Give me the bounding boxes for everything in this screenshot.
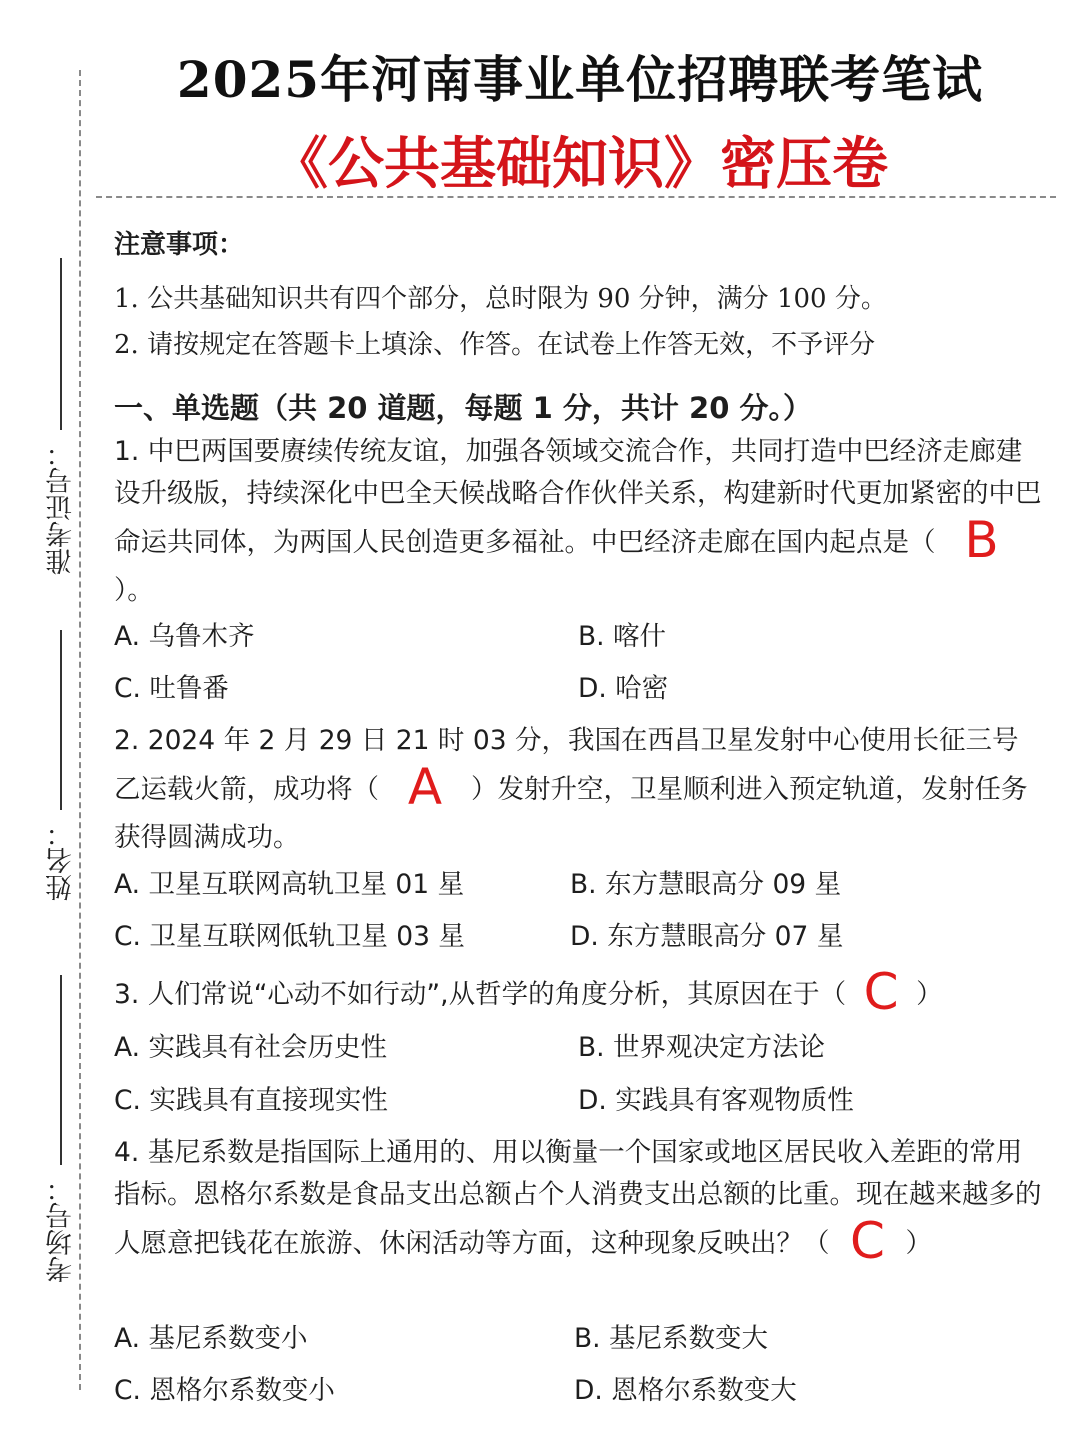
note-item-1: 1. 公共基础知识共有四个部分，总时限为 90 分钟，满分 100 分。 (114, 284, 887, 314)
handwritten-answer: C (850, 1212, 885, 1270)
question-stem: 2. 2024 年 2 月 29 日 21 时 03 分，我国在西昌卫星发射中心使用长征三号乙运载火箭，成功将（ (114, 725, 1019, 805)
question-stem: 4. 基尼系数是指国际上通用的、用以衡量一个国家或地区居民收入差距的常用指标。恩格尔系数是食品支出总额占个人消费支出总额的比重。现在越来越多的人愿意把钱花在旅游、休闲活动等方面，这种现象反映出？（ (114, 1137, 1042, 1259)
name-label: 姓名： (46, 820, 77, 901)
name-write-line (60, 630, 62, 810)
handwritten-answer: C (863, 963, 899, 1021)
option-a: A. 实践具有社会历史性 (114, 1032, 388, 1063)
notes-heading: 注意事项： (114, 230, 245, 260)
exam-id-label: 准考证号： (46, 440, 77, 575)
note-item-2: 2. 请按规定在答题卡上填涂、作答。在试卷上作答无效，不予评分 (114, 330, 876, 360)
option-a: A. 乌鲁木齐 (114, 621, 255, 652)
option-c: C. 恩格尔系数变小 (114, 1375, 335, 1406)
question-2 (114, 720, 1044, 859)
question-3 (114, 963, 1064, 1022)
header-divider (96, 196, 1056, 198)
page-title: 2025年河南事业单位招聘联考笔试 (176, 50, 984, 109)
question-stem: 3. 人们常说“心动不如行动”,从哲学的角度分析，其原因在于（ (114, 979, 847, 1010)
option-d: D. 实践具有客观物质性 (578, 1085, 854, 1116)
handwritten-answer: A (407, 758, 443, 816)
question-stem-end: ）。 (114, 575, 154, 606)
option-d: D. 恩格尔系数变大 (574, 1375, 797, 1406)
option-b: B. 东方慧眼高分 09 星 (570, 869, 842, 900)
section-title: 一、单选题（共 20 道题，每题 1 分，共计 20 分。） (114, 391, 812, 425)
handwritten-answer: B (964, 511, 999, 569)
option-b: B. 基尼系数变大 (574, 1323, 769, 1354)
room-write-line (60, 975, 62, 1165)
option-c: C. 实践具有直接现实性 (114, 1085, 388, 1116)
option-a: A. 基尼系数变小 (114, 1323, 308, 1354)
question-4 (114, 1132, 1044, 1271)
option-c: C. 吐鲁番 (114, 673, 229, 704)
option-b: B. 世界观决定方法论 (578, 1032, 826, 1063)
question-stem-end: ） (916, 979, 943, 1010)
option-d: D. 东方慧眼高分 07 星 (570, 921, 844, 952)
exam-id-write-line (60, 258, 62, 430)
option-a: A. 卫星互联网高轨卫星 01 星 (114, 869, 465, 900)
question-stem: 1. 中巴两国要赓续传统友谊，加强各领域交流合作，共同打造中巴经济走廊建设升级版，持续深化中巴全天候战略合作伙伴关系，构建新时代更加紧密的中巴命运共同体，为两国人民创造更多福祉。中巴经济走廊在国内起点是（ (114, 436, 1042, 558)
question-1 (114, 431, 1044, 612)
option-b: B. 喀什 (578, 621, 667, 652)
question-stem-end: ） (905, 1228, 932, 1259)
question-stem-end: ）发射升空，卫星顺利进入预定轨道，发射任务获得圆满成功。 (114, 774, 1028, 853)
option-c: C. 卫星互联网低轨卫星 03 星 (114, 921, 465, 952)
room-label: 考场号： (46, 1175, 77, 1283)
option-d: D. 哈密 (578, 673, 669, 704)
page-subtitle: 《公共基础知识》密压卷 (272, 131, 888, 197)
